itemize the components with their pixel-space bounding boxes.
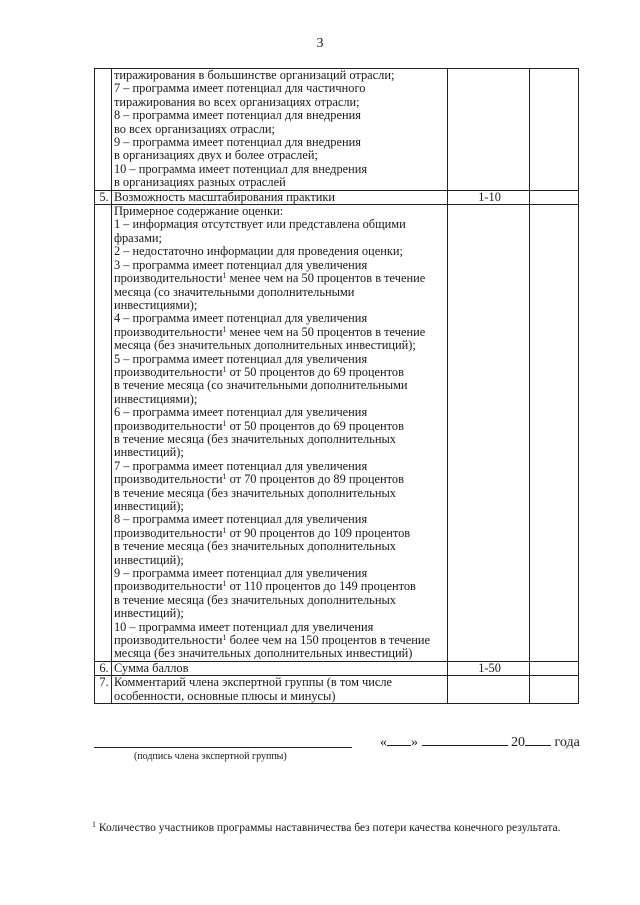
criterion-line: 4 – программа имеет потенциал для увеличения (113, 311, 368, 326)
footnote-ref: 1 (222, 418, 227, 428)
row-criterion-text (111, 190, 447, 204)
page-number: 3 (316, 36, 324, 51)
criterion-line: 10 – программа имеет потенциал для внедрения (113, 161, 368, 176)
row-criterion-text (111, 676, 447, 704)
footnote (92, 822, 561, 834)
criterion-line: 8 – программа имеет потенциал для внедрения (113, 108, 361, 123)
criterion-line: во всех организациях отрасли; (113, 121, 276, 136)
criterion-line: 7 – программа имеет потенциал для частичного (113, 81, 366, 96)
criterion-line: 2 – недостаточно информации для проведения оценки; (113, 244, 403, 259)
year-prefix: 20 (511, 735, 525, 750)
criterion-line: 10 – программа имеет потенциал для увеличения (113, 619, 374, 634)
row-number (95, 69, 112, 191)
row-number: 6. (95, 661, 112, 675)
criterion-line: в организациях разных отраслей (113, 175, 286, 190)
footnote-ref: 1 (222, 271, 227, 281)
date-close-quote: » (411, 735, 418, 750)
row-score-cell (530, 69, 579, 191)
criterion-line: инвестиций); (113, 445, 184, 460)
criterion-line: месяца (без значительных дополнительных инвестиций) (113, 646, 413, 661)
criterion-line: в течение месяца (без значительных дополнительных (113, 431, 396, 446)
criterion-line: 9 – программа имеет потенциал для увеличения (113, 566, 368, 581)
criterion-line: 7 – программа имеет потенциал для увеличения (113, 458, 368, 473)
row-score-cell (530, 661, 579, 675)
criterion-line: производительности$^1$ менее чем на 50 процентов в течение (113, 271, 426, 286)
signature-line (94, 747, 352, 748)
criterion-line: 9 – программа имеет потенциал для внедрения (113, 135, 361, 150)
criterion-line: месяца (со значительными дополнительными (113, 284, 355, 299)
row-score-cell (530, 205, 579, 662)
criterion-line: инвестициями); (113, 297, 198, 312)
row-score-range: 1-50 (447, 661, 530, 675)
table-row (95, 190, 579, 204)
signature-caption: (подпись члена экспертной группы) (134, 751, 287, 762)
criterion-line: инвестиций); (113, 499, 184, 513)
row-score-range (447, 69, 530, 191)
year-suffix: года (554, 735, 580, 750)
criterion-line: в течение месяца (без значительных дополнительных (113, 539, 396, 554)
footnote-text: Количество участников программы наставничества без потери качества конечного результата. (98, 822, 561, 834)
footnote-ref: 1 (222, 472, 227, 482)
criterion-line: месяца (без значительных дополнительных инвестиций); (113, 338, 416, 353)
criterion-line: тиражирования во всех организациях отрасли; (113, 94, 360, 109)
row-number: 5. (95, 190, 112, 204)
row-score-range (447, 205, 530, 662)
criterion-line: Возможность масштабирования практики (113, 189, 336, 204)
date-field (380, 733, 580, 751)
row-criterion-text (111, 205, 447, 662)
table-row (95, 661, 579, 675)
criterion-line: производительности$^1$ от 70 процентов до 89 процентов (113, 472, 404, 487)
criterion-line: 8 – программа имеет потенциал для увеличения (113, 512, 368, 527)
criterion-line: Сумма баллов (113, 660, 189, 675)
row-score-cell (530, 676, 579, 704)
criterion-line: производительности$^1$ от 50 процентов до 69 процентов (113, 418, 404, 433)
criterion-line: производительности$^1$ от 110 процентов до 149 процентов (113, 579, 416, 594)
criterion-line: особенности, основные плюсы и минусы) (113, 688, 336, 703)
criterion-line: 5 – программа имеет потенциал для увеличения (113, 351, 368, 366)
criterion-line: в течение месяца (со значительными дополнительными (113, 378, 408, 393)
criterion-line: производительности$^1$ менее чем на 50 процентов в течение (113, 324, 426, 339)
table-row (95, 676, 579, 704)
criterion-line: производительности$^1$ от 90 процентов до 109 процентов (113, 525, 411, 540)
criterion-line: инвестициями); (113, 391, 198, 406)
row-score-range: 1-10 (447, 190, 530, 204)
criterion-line: фразами; (113, 230, 162, 245)
footnote-ref: 1 (222, 579, 227, 589)
row-score-range (447, 676, 530, 704)
footnote-ref: 1 (222, 525, 227, 535)
criterion-line: тиражирования в большинстве организаций отрасли; (113, 68, 395, 82)
row-number (95, 205, 112, 662)
criterion-line: инвестиций); (113, 606, 184, 621)
criterion-line: производительности$^1$ более чем на 150 процентов в течение (113, 633, 430, 648)
month-blank (422, 733, 508, 746)
row-criterion-text (111, 69, 447, 191)
criteria-table (94, 68, 579, 704)
footnote-mark: 1 (92, 820, 96, 829)
criterion-line: производительности$^1$ от 50 процентов до 69 процентов (113, 364, 404, 379)
criterion-line: Комментарий члена экспертной группы (в том числе (113, 675, 393, 690)
row-criterion-text (111, 661, 447, 675)
criterion-line: 3 – программа имеет потенциал для увеличения (113, 257, 368, 272)
criterion-line: 1 – информация отсутствует или представлена общими (113, 217, 406, 232)
footnote-ref: 1 (222, 324, 227, 334)
criterion-line: Примерное содержание оценки: (113, 204, 284, 219)
footnote-ref: 1 (222, 633, 227, 643)
criterion-line: в течение месяца (без значительных дополнительных (113, 592, 396, 607)
criterion-line: в течение месяца (без значительных дополнительных (113, 485, 396, 500)
criterion-line: в организациях двух и более отраслей; (113, 148, 318, 163)
table-row (95, 205, 579, 662)
row-score-cell (530, 190, 579, 204)
table-row (95, 69, 579, 191)
day-blank (387, 733, 411, 746)
criterion-line: 6 – программа имеет потенциал для увеличения (113, 405, 368, 420)
criterion-line: инвестиций); (113, 552, 184, 567)
row-number: 7. (95, 676, 112, 704)
year-blank (525, 733, 551, 746)
date-open-quote: « (380, 735, 387, 750)
footnote-ref: 1 (222, 364, 227, 374)
